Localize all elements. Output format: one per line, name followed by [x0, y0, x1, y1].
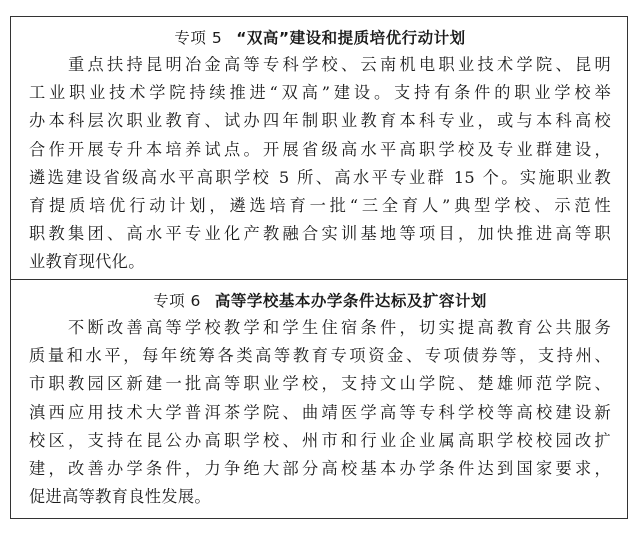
section-label: 专项 5	[174, 29, 223, 47]
body-line: 职教集团、高水平专业化产教融合实训基地等项目，加快推进高等职	[29, 224, 611, 244]
section-special-5	[11, 17, 627, 279]
body-line: 业教育现代化。	[29, 252, 145, 272]
body-line: 不断改善高等学校教学和学生住宿条件，切实提高教育公共服务	[29, 318, 611, 337]
document-table	[10, 16, 628, 519]
body-line: 质量和水平，每年统筹各类高等教育专项资金、专项债券等，支持州、	[29, 346, 611, 366]
body-line: 合作开展专升本培养试点。开展省级高水平高职学校及专业群建设，	[29, 139, 611, 159]
body-line: 校区，支持在昆公办高职学校、州市和行业企业属高职学校校园改扩	[29, 430, 611, 450]
body-line: 市职教园区新建一批高等职业学校，支持文山学院、楚雄师范学院、	[29, 374, 611, 394]
body-line: 办本科层次职业教育、试办四年制职业教育本科专业，或与本科高校	[29, 111, 611, 131]
body-line: 工业职业技术学院持续推进“双高”建设。支持有条件的职业学校举	[29, 83, 611, 103]
body-line: 遴选建设省级高水平高职学校 5 所、高水平专业群 15 个。实施职业教	[29, 167, 611, 187]
section-heading	[29, 25, 611, 51]
section-body	[29, 314, 611, 511]
body-line: 建，改善办学条件，力争绝大部分高校基本办学条件达到国家要求，	[29, 459, 611, 479]
section-title: 高等学校基本办学条件达标及扩容计划	[214, 292, 487, 310]
body-line: 育提质培优行动计划，遴选培育一批“三全育人”典型学校、示范性	[29, 196, 611, 216]
section-label: 专项 6	[153, 292, 201, 310]
section-special-6	[11, 279, 627, 520]
section-heading	[29, 288, 611, 314]
body-line: 重点扶持昆明冶金高等专科学校、云南机电职业技术学院、昆明	[29, 55, 611, 74]
body-line: 滇西应用技术大学普洱茶学院、曲靖医学高等专科学校等高校建设新	[29, 402, 611, 422]
section-body	[29, 51, 611, 277]
section-title: “双高”建设和提质培优行动计划	[236, 29, 466, 47]
body-line: 促进高等教育良性发展。	[29, 487, 211, 507]
